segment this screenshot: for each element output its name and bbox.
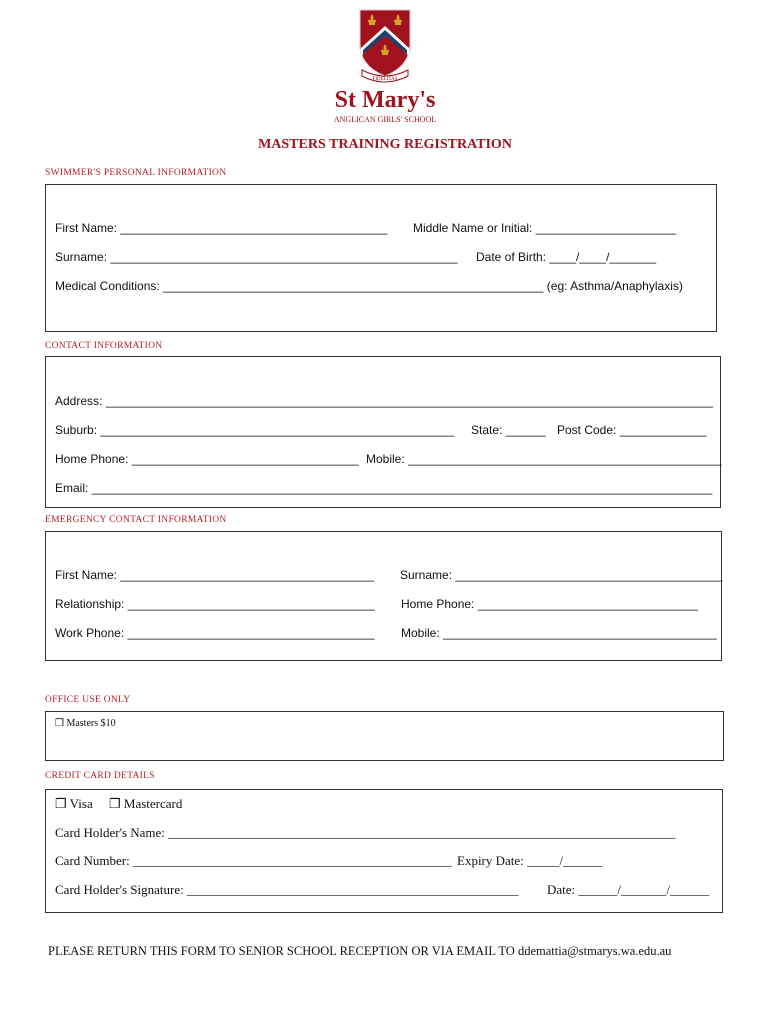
address-field[interactable]: Address: ___________________________________________________________________________________________: [55, 394, 714, 408]
signature-date-field[interactable]: Date: ______/_______/______: [547, 882, 710, 897]
section-label-contact: CONTACT INFORMATION: [45, 341, 163, 351]
svg-text:St Mary's: St Mary's: [334, 87, 436, 113]
mastercard-checkbox[interactable]: ❒ Mastercard: [109, 796, 183, 811]
email-field[interactable]: Email: _____________________________________________________________________________________________: [55, 481, 713, 495]
home-phone-field[interactable]: Home Phone: __________________________________: [55, 452, 359, 466]
post-code-field[interactable]: Post Code: _____________: [557, 423, 707, 437]
emergency-home-phone-field[interactable]: Home Phone: _________________________________: [401, 597, 698, 611]
surname-field[interactable]: Surname: ____________________________________________________: [55, 250, 458, 264]
first-name-field[interactable]: First Name: ________________________________________: [55, 221, 388, 235]
office-use-box: [45, 711, 724, 761]
mobile-field[interactable]: Mobile: _______________________________________________: [366, 452, 722, 466]
medical-conditions-field[interactable]: Medical Conditions: _________________________________________________________ (eg: Asthma/Anaphylaxis): [55, 279, 683, 293]
emergency-work-phone-field[interactable]: Work Phone: _____________________________________: [55, 626, 375, 640]
state-field[interactable]: State: ______: [471, 423, 546, 437]
section-label-personal: SWIMMER'S PERSONAL INFORMATION: [45, 168, 227, 178]
suburb-field[interactable]: Suburb: _____________________________________________________: [55, 423, 455, 437]
card-holder-signature-field[interactable]: Card Holder's Signature: ___________________________________________________: [55, 882, 519, 897]
return-instructions: PLEASE RETURN THIS FORM TO SENIOR SCHOOL RECEPTION OR VIA EMAIL TO ddemattia@stmarys.wa.edu.au: [48, 944, 672, 958]
date-of-birth-field[interactable]: Date of Birth: ____/____/_______: [476, 250, 657, 264]
card-holder-name-field[interactable]: Card Holder's Name: ______________________________________________________________________________: [55, 825, 676, 840]
visa-checkbox[interactable]: ❒ Visa: [55, 796, 93, 811]
middle-name-field[interactable]: Middle Name or Initial: _____________________: [413, 221, 676, 235]
svg-text:FIDELITAS: FIDELITAS: [372, 77, 398, 82]
section-label-emergency: EMERGENCY CONTACT INFORMATION: [45, 515, 227, 525]
emergency-mobile-field[interactable]: Mobile: _________________________________________: [401, 626, 717, 640]
emergency-first-name-field[interactable]: First Name: ______________________________________: [55, 568, 374, 582]
school-crest: [300, 4, 470, 130]
card-number-field[interactable]: Card Number: _________________________________________________: [55, 853, 452, 868]
section-label-office: OFFICE USE ONLY: [45, 695, 131, 705]
svg-text:ANGLICAN GIRLS' SCHOOL: ANGLICAN GIRLS' SCHOOL: [333, 115, 437, 124]
masters-checkbox[interactable]: ❒ Masters $10: [55, 718, 116, 729]
emergency-relationship-field[interactable]: Relationship: _____________________________________: [55, 597, 375, 611]
emergency-contact-box: [45, 531, 722, 661]
section-label-credit-card: CREDIT CARD DETAILS: [45, 771, 155, 781]
emergency-surname-field[interactable]: Surname: ________________________________________: [400, 568, 723, 582]
school-logo: [300, 4, 470, 130]
form-title: MASTERS TRAINING REGISTRATION: [258, 137, 512, 152]
expiry-date-field[interactable]: Expiry Date: _____/______: [457, 853, 603, 868]
